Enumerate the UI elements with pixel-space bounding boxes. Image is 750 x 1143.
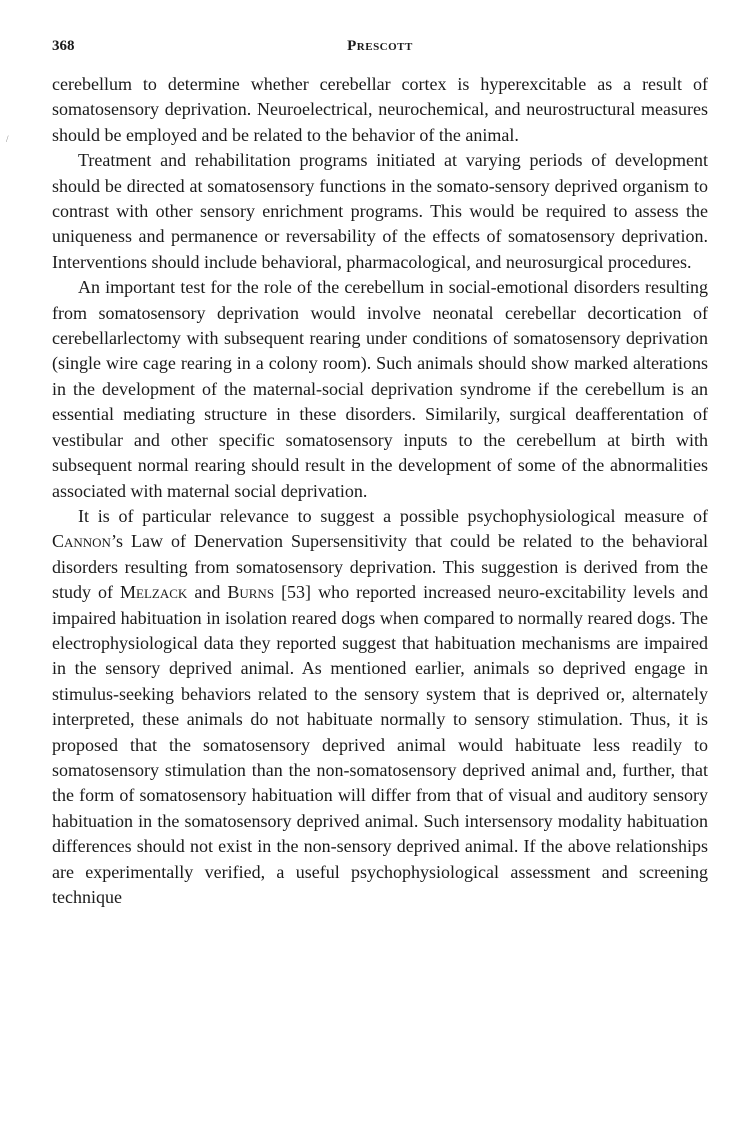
text-segment: It is of particular relevance to suggest a possible psychophysiological measure of [78,505,708,526]
paragraph: An important test for the role of the cerebellum in social-emotional disorders resulting from somatosensory deprivation would involve neonatal cerebellar decortication of cerebellarlectomy with subsequent rearing under conditions of somatosensory deprivation (single wire cage rearing in a colony room). Such animals should show marked alterations in the development of the maternal-social deprivation syndrome if the cerebellum is an essential mediating structure in these disorders. Similarily, surgical deafferentation of vestibular and other specific somatosensory inputs to the cerebellum at birth with subsequent normal rearing should result in the development of some of the abnormalities associated with maternal social deprivation. [52,277,708,501]
running-title: Prescott [347,38,413,54]
text-segment: ’s Law of Denervation Supersensitivity that could be related to the behavioral disorders resulting from somatosensory deprivation. This suggestion is derived from the study of [52,531,708,603]
page-number: 368 [52,38,75,54]
text-segment: [53] who reported increased neuro-excitability levels and impaired habituation in isolation reared dogs when compared to normally reared dogs. The electrophysiological data they reported suggest that habituation mechanisms are impaired in the sensory deprived animal. As mentioned earlier, animals so deprived engage in stimulus-seeking behaviors related to the sensory system that is deprived or, alternately interpreted, these animals do not habituate normally to sensory stimulation. Thus, it is proposed that the somatosensory deprived animal would habituate less readily to somatosensory stimulation than the non-somatosensory deprived animal and, further, that the form of somatosensory habituation will differ from that of visual and auditory sensory habituation in the somatosensory deprived animal. Such intersensory modality habituation differences should not exist in the non-sensory deprived animal. If the above relationships are experimentally verified, a useful psychophysiological assessment and screening technique [52,582,709,907]
author-name-melzack: Melzack [120,582,188,603]
paragraph: cerebellum to determine whether cerebellar cortex is hyperexcitable as a result of somatosensory deprivation. Neuroelectrical, neurochemical, and neurostructural measures should be employed and be related to the behavior of the animal. [52,74,708,145]
author-name-burns: Burns [227,582,275,603]
margin-mark: / [6,134,9,144]
text-segment: and [187,582,228,603]
running-head [52,34,708,58]
body-text [52,72,708,910]
paragraph [52,504,708,911]
author-name-cannon: Cannon [52,531,111,552]
paragraph: Treatment and rehabilitation programs initiated at varying periods of development should be directed at somatosensory functions in the somato-sensory deprived organism to contrast with other sensory enrichment programs. This would be required to assess the uniqueness and permanence or reversability of the effects of somatosensory deprivation. Interventions should include behavioral, pharmacological, and neurosurgical procedures. [52,150,708,272]
